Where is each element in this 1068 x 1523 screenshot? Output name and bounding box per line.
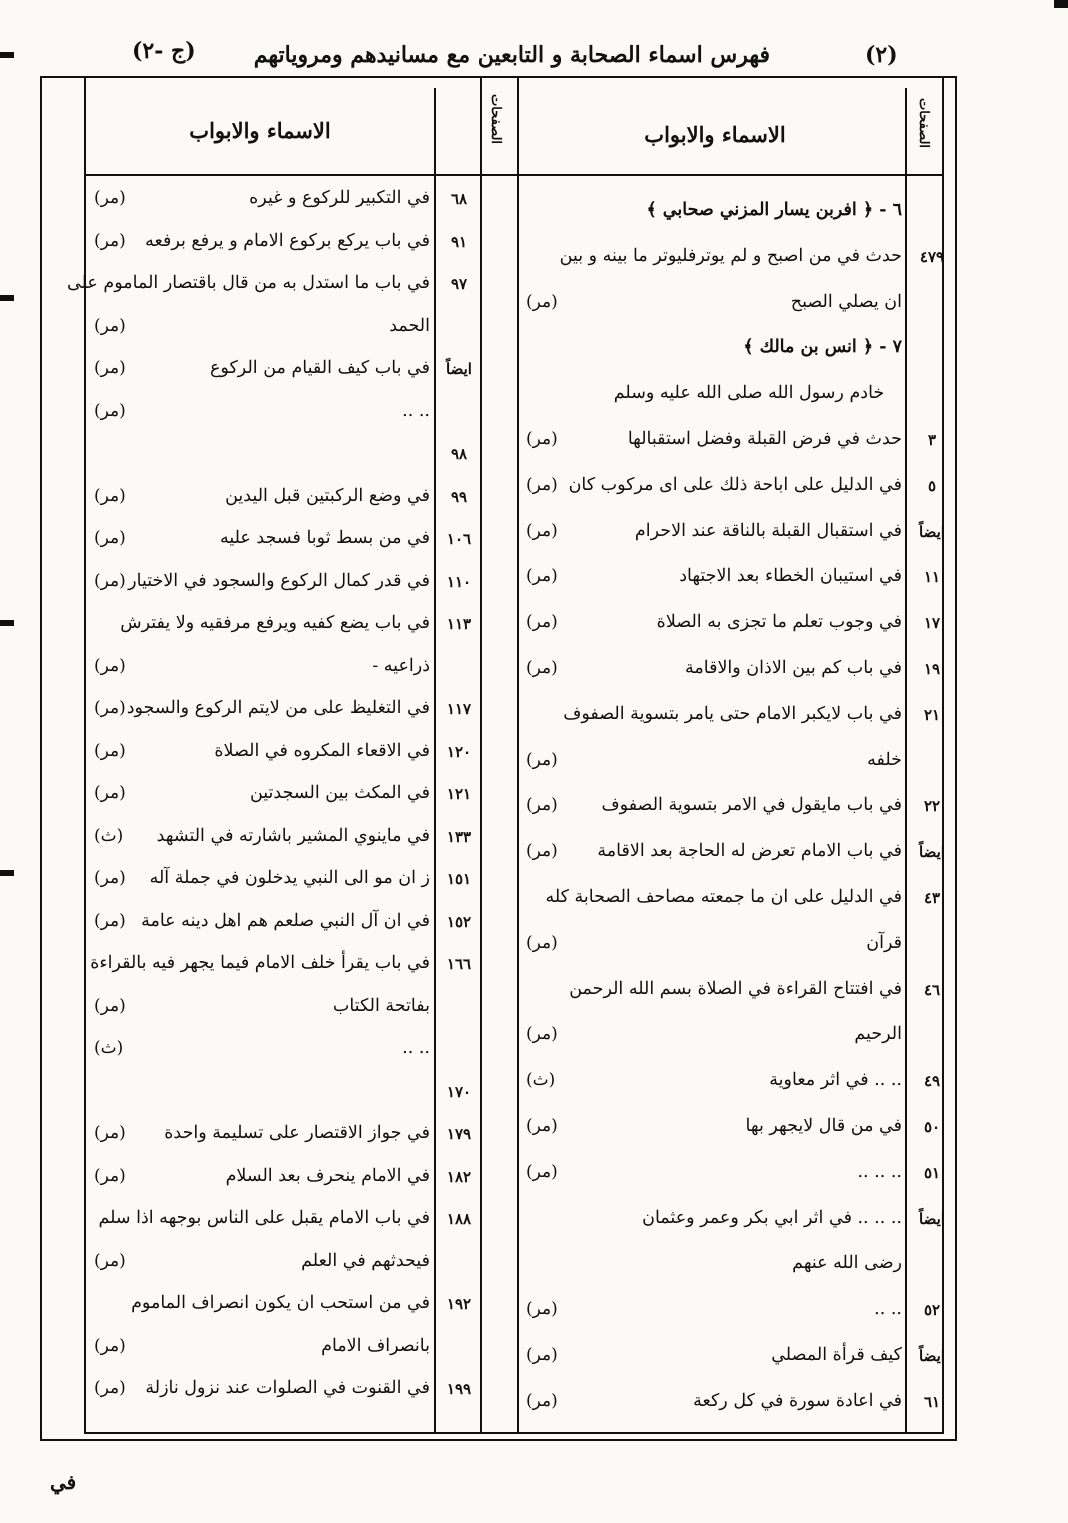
margin-mark — [0, 52, 14, 58]
entry-text: بفاتحة الكتاب — [332, 995, 430, 1016]
entry-text: رضى الله عنهم — [792, 1253, 902, 1274]
divider-center — [517, 78, 519, 1434]
entry-text: الرحيم — [854, 1024, 902, 1045]
entry-text: في اعادة سورة في كل ركعة — [693, 1390, 902, 1411]
page-ref: ١١ — [923, 568, 941, 587]
page-ref: ٤٩ — [923, 1072, 941, 1091]
page-ref: ١٦٦ — [446, 955, 472, 973]
page-ref: ١٩٩ — [446, 1380, 472, 1398]
source-tag: (مر) — [526, 1024, 558, 1045]
divider-left-pages — [480, 78, 482, 1434]
page-ref: ٥ — [927, 476, 937, 495]
entry-text: في باب كم بين الاذان والاقامة — [685, 658, 902, 678]
entry-text: في باب مايقول في الامر بتسوية الصفوف — [601, 795, 902, 816]
page-ref: ٩١ — [450, 232, 468, 251]
source-tag: (مر) — [94, 1165, 126, 1186]
source-tag: (مر) — [526, 291, 558, 312]
page-ref: ايضاً — [919, 522, 945, 541]
entry-text: في وجوب تعلم ما تجزى به الصلاة — [656, 612, 902, 633]
source-tag: (مر) — [94, 528, 126, 548]
page-ref: ٤٣ — [923, 889, 941, 907]
source-tag: (مر) — [94, 570, 126, 591]
source-tag: (مر) — [526, 1345, 558, 1365]
source-tag: (مر) — [526, 932, 558, 953]
entry-text: في باب يركع بركوع الامام و يرفع برفعه — [145, 230, 430, 251]
catchword: في — [50, 1470, 77, 1494]
source-tag: (مر) — [94, 698, 126, 718]
page-ref: ١٣٣ — [446, 827, 472, 846]
entry-text: خلفه — [867, 749, 902, 770]
entry-text: في جواز الاقتصار على تسليمة واحدة — [164, 1123, 430, 1143]
entry-text: خادم رسول الله صلى الله عليه وسلم — [613, 383, 885, 404]
entry-text: .. .. .. — [857, 1161, 902, 1182]
entry-text: في قدر كمال الركوع والسجود في الاختيار — [128, 570, 430, 591]
entry-text: في باب ما استدل به من قال باقتصار الماموم على — [67, 273, 430, 293]
source-tag: (مر) — [94, 1378, 126, 1398]
page-ref: ٦٨ — [450, 190, 468, 208]
source-tag: (مر) — [526, 612, 558, 633]
entry-text: حدث في من اصبح و لم يوترفليوتر ما بينه و بين — [559, 245, 902, 266]
page-ref: ايضاً — [919, 843, 945, 862]
source-tag: (مر) — [526, 520, 558, 541]
right-names-heading: الاسماء والابواب — [644, 122, 786, 147]
source-tag: (مر) — [94, 995, 126, 1016]
source-tag: (مر) — [526, 658, 558, 678]
entry-text: في باب يضع كفيه ويرفع مرفقيه ولا يفترش — [120, 613, 430, 633]
source-tag: (ث) — [526, 1070, 556, 1091]
entry-text: .. .. .. في اثر ابي بكر وعمر وعثمان — [642, 1207, 902, 1228]
entry-text: .. .. في اثر معاوية — [769, 1070, 902, 1091]
source-tag: (مر) — [526, 1161, 558, 1182]
source-tag: (ث) — [94, 1038, 124, 1058]
source-tag: (مر) — [94, 485, 126, 506]
page-ref: ١١٠ — [446, 572, 472, 591]
source-tag: (مر) — [526, 1116, 558, 1136]
source-tag: (مر) — [526, 749, 558, 770]
left-pages-heading: الصفحات — [488, 94, 503, 145]
entry-text: في من استحب ان يكون انصراف الماموم — [131, 1293, 430, 1313]
margin-mark — [0, 620, 14, 626]
entry-text: بانصراف الامام — [321, 1335, 430, 1356]
entry-text: في الامام ينحرف بعد السلام — [225, 1165, 430, 1186]
entry-text: في القنوت في الصلوات عند نزول نازلة — [145, 1378, 430, 1398]
page-ref: ايضاً — [446, 360, 472, 378]
source-tag: (مر) — [94, 1123, 126, 1143]
entry-text: في ان آل النبي صلعم هم اهل دينه عامة — [141, 910, 430, 931]
entry-text: في افتتاح القراءة في الصلاة بسم الله الرحمن — [569, 978, 902, 999]
source-tag: (مر) — [526, 1390, 558, 1411]
entry-text: في الدليل على ان ما جمعته مصاحف الصحابة كله — [545, 887, 902, 907]
entry-text: ان يصلي الصبح — [790, 291, 902, 312]
source-tag: (مر) — [94, 868, 126, 888]
source-tag: (مر) — [94, 358, 126, 378]
page-ref: ٩٨ — [450, 445, 468, 463]
entry-text: في استيبان الخطاء بعد الاجتهاد — [679, 566, 902, 587]
entry-text: ٦ - ﴿ افربن يسار المزني صحابي ﴾ — [646, 200, 902, 220]
divider-right-pages — [905, 88, 907, 1434]
entry-text: قرآن — [866, 932, 902, 953]
page-ref: ايضاً — [919, 1209, 945, 1228]
page-ref: ٩٧ — [450, 275, 468, 293]
page-ref: ٦١ — [923, 1392, 941, 1411]
entry-text: في من بسط ثوبا فسجد عليه — [219, 528, 430, 548]
page-number: (٢) — [865, 42, 898, 68]
page-ref: ١٢١ — [446, 785, 472, 803]
header-row-line — [86, 174, 942, 176]
entry-text: .. .. — [402, 400, 430, 421]
margin-mark — [0, 295, 14, 301]
page-ref: ١٩٢ — [446, 1295, 472, 1313]
page-ref: ٢١ — [923, 705, 941, 724]
entry-text: في باب الامام تعرض له الحاجة بعد الاقامة — [597, 841, 902, 862]
source-tag: (مر) — [94, 910, 126, 931]
entry-text: في باب يقرأ خلف الامام فيما يجهر فيه بالقراءة — [90, 953, 430, 973]
entry-text: في التغليظ على من لايتم الركوع والسجود — [126, 698, 430, 718]
entry-text: في ماينوي المشير باشارته في التشهد — [156, 825, 430, 846]
source-tag: (مر) — [526, 795, 558, 816]
entry-text: في التكبير للركوع و غيره — [249, 188, 430, 208]
entry-text: في باب لايكبر الامام حتى يامر بتسوية الصفوف — [563, 703, 902, 724]
page-ref: ١٨٢ — [446, 1167, 472, 1186]
entry-text: في المكث بين السجدتين — [249, 783, 430, 803]
source-tag: (مر) — [94, 655, 126, 676]
entry-text: الحمد — [389, 315, 430, 336]
page-ref: ١٠٦ — [446, 530, 472, 548]
divider-left-pages-inner — [434, 88, 436, 1434]
source-tag: (مر) — [94, 783, 126, 803]
margin-mark — [1054, 0, 1068, 8]
page-ref: ١٢٠ — [446, 742, 472, 761]
page-title: فهرس اسماء الصحابة و التابعين مع مسانيدهم ومروياتهم — [253, 42, 770, 68]
page-ref: ٤٧٩ — [919, 247, 945, 266]
page-ref: ١١٧ — [446, 700, 472, 718]
margin-mark — [0, 870, 14, 876]
entry-text: حدث في فرض القبلة وفضل استقبالها — [627, 429, 902, 449]
page-ref: ١٧٩ — [446, 1125, 472, 1143]
page-ref: ٥١ — [923, 1163, 941, 1182]
source-tag: (مر) — [94, 740, 126, 761]
source-tag: (مر) — [94, 315, 126, 336]
source-tag: (مر) — [94, 1250, 126, 1271]
page-ref: ١٧ — [923, 614, 941, 633]
entry-text: .. .. — [402, 1038, 430, 1058]
source-tag: (مر) — [94, 230, 126, 251]
source-tag: (ث) — [94, 825, 124, 846]
entry-text: ز ان مو الى النبي يدخلون في جملة آله — [149, 868, 430, 888]
source-tag: (مر) — [526, 429, 558, 449]
source-tag: (مر) — [526, 1299, 558, 1320]
page-ref: ٥٠ — [923, 1118, 941, 1136]
page-ref: ٤٦ — [923, 980, 941, 999]
page-ref: ٢٢ — [923, 797, 941, 816]
entry-text: ٧ - ﴿ انس بن مالك ﴾ — [743, 337, 902, 358]
page-ref: ايضاً — [919, 1347, 945, 1365]
page-ref: ١٨٨ — [446, 1210, 472, 1228]
page-ref: ٣ — [927, 431, 937, 449]
page-ref: ١٥١ — [446, 870, 472, 888]
page-ref: ٥٢ — [923, 1301, 941, 1320]
entry-text: في باب كيف القيام من الركوع — [209, 358, 430, 378]
right-pages-heading: الصفحات — [916, 98, 931, 149]
source-tag: (مر) — [526, 841, 558, 862]
left-names-heading: الاسماء والابواب — [189, 118, 331, 143]
entry-text: كيف قرأة المصلي — [771, 1345, 902, 1365]
page-ref: ١٧٠ — [446, 1082, 472, 1101]
page-ref: ١١٣ — [446, 615, 472, 633]
entry-text: في وضع الركبتين قبل اليدين — [225, 485, 430, 506]
page-ref: ٩٩ — [450, 487, 468, 506]
page-ref: ١٩ — [923, 660, 941, 678]
entry-text: في استقبال القبلة بالناقة عند الاحرام — [634, 520, 902, 541]
volume-code: (ج -٢) — [132, 38, 196, 64]
entry-text: في الاقعاء المكروه في الصلاة — [214, 740, 430, 761]
source-tag: (مر) — [94, 1335, 126, 1356]
source-tag: (مر) — [526, 566, 558, 587]
entry-text: في من قال لايجهر بها — [745, 1116, 902, 1136]
entry-text: في الدليل على اباحة ذلك على اى مركوب كان — [568, 474, 902, 495]
entry-text: ذراعيه - — [372, 655, 430, 676]
source-tag: (مر) — [526, 474, 558, 495]
source-tag: (مر) — [94, 400, 126, 421]
entry-text: فيحدثهم في العلم — [301, 1250, 430, 1271]
page-ref: ١٥٢ — [446, 912, 472, 931]
source-tag: (مر) — [94, 188, 126, 208]
entry-text: .. .. — [874, 1299, 902, 1320]
entry-text: في باب الامام يقبل على الناس بوجهه اذا سلم — [98, 1208, 430, 1228]
